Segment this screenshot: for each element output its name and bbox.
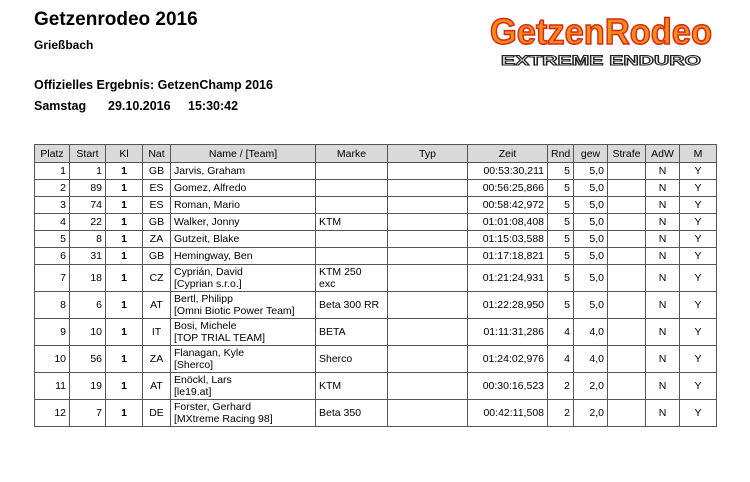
cell-start: 89 — [70, 180, 106, 197]
rider-name: Jarvis, Graham — [174, 165, 246, 177]
cell-typ — [388, 180, 468, 197]
cell-rnd: 5 — [548, 214, 574, 231]
cell-platz: 10 — [35, 346, 70, 373]
cell-marke — [316, 180, 388, 197]
cell-nat: AT — [143, 292, 171, 319]
cell-name-team — [171, 346, 316, 373]
cell-gew: 5,0 — [574, 180, 608, 197]
cell-name-team — [171, 248, 316, 265]
cell-rnd: 2 — [548, 400, 574, 427]
cell-zeit: 00:56:25,866 — [468, 180, 548, 197]
table-row — [35, 400, 717, 427]
cell-typ — [388, 231, 468, 248]
cell-nat: ES — [143, 197, 171, 214]
time-value: 15:30:42 — [188, 99, 239, 113]
cell-gew: 5,0 — [574, 292, 608, 319]
cell-m: Y — [680, 180, 717, 197]
cell-klasse: 1 — [106, 163, 143, 180]
col-header-nat: Nat — [143, 145, 171, 163]
cell-klasse: 1 — [106, 248, 143, 265]
marke-value: KTM — [319, 216, 342, 228]
marke-value-line2: exc — [319, 278, 336, 290]
cell-marke — [316, 231, 388, 248]
cell-marke — [316, 265, 388, 292]
cell-marke — [316, 400, 388, 427]
cell-nat: GB — [143, 214, 171, 231]
rider-name: Bosi, Michele — [174, 320, 237, 332]
col-header-m: M — [680, 145, 717, 163]
cell-platz: 7 — [35, 265, 70, 292]
cell-zeit: 01:01:08,408 — [468, 214, 548, 231]
cell-name-team — [171, 292, 316, 319]
cell-name-team — [171, 231, 316, 248]
cell-rnd: 2 — [548, 373, 574, 400]
cell-gew: 5,0 — [574, 163, 608, 180]
cell-strafe — [608, 373, 646, 400]
cell-nat: DE — [143, 400, 171, 427]
table-row — [35, 292, 717, 319]
result-title: Offizielles Ergebnis: GetzenChamp 2016 — [34, 78, 273, 92]
cell-marke — [316, 197, 388, 214]
cell-adw: N — [646, 248, 680, 265]
rider-name: Roman, Mario — [174, 199, 240, 211]
rider-team: [le19.at] — [174, 386, 212, 398]
cell-adw: N — [646, 231, 680, 248]
cell-typ — [388, 346, 468, 373]
cell-zeit: 01:15:03,588 — [468, 231, 548, 248]
cell-typ — [388, 319, 468, 346]
cell-nat: ZA — [143, 346, 171, 373]
cell-marke — [316, 373, 388, 400]
col-header-start: Start — [70, 145, 106, 163]
table-row — [35, 319, 717, 346]
cell-start: 6 — [70, 292, 106, 319]
cell-klasse: 1 — [106, 197, 143, 214]
cell-marke — [316, 163, 388, 180]
cell-name-team — [171, 319, 316, 346]
cell-start: 56 — [70, 346, 106, 373]
cell-typ — [388, 214, 468, 231]
rider-team: [Omni Biotic Power Team] — [174, 305, 295, 317]
cell-start: 31 — [70, 248, 106, 265]
cell-zeit: 00:30:16,523 — [468, 373, 548, 400]
col-header-name: Name / [Team] — [171, 145, 316, 163]
cell-platz: 12 — [35, 400, 70, 427]
cell-start: 7 — [70, 400, 106, 427]
cell-zeit: 00:42:11,508 — [468, 400, 548, 427]
cell-klasse: 1 — [106, 373, 143, 400]
cell-gew: 5,0 — [574, 265, 608, 292]
cell-klasse: 1 — [106, 400, 143, 427]
cell-strafe — [608, 180, 646, 197]
table-row — [35, 180, 717, 197]
cell-m: Y — [680, 319, 717, 346]
rider-name: Cyprián, David — [174, 266, 243, 278]
cell-strafe — [608, 214, 646, 231]
table-header-row — [35, 145, 717, 163]
cell-name-team — [171, 265, 316, 292]
marke-value: Beta 300 RR — [319, 299, 380, 311]
page-title: Getzenrodeo 2016 — [34, 9, 198, 30]
cell-name-team — [171, 180, 316, 197]
cell-adw: N — [646, 265, 680, 292]
cell-klasse: 1 — [106, 231, 143, 248]
cell-m: Y — [680, 400, 717, 427]
results-body — [35, 163, 717, 427]
cell-nat: GB — [143, 163, 171, 180]
cell-name-team — [171, 214, 316, 231]
col-header-typ: Typ — [388, 145, 468, 163]
cell-rnd: 5 — [548, 292, 574, 319]
cell-typ — [388, 163, 468, 180]
logo-sub-text: EXTREME ENDURO — [501, 53, 701, 68]
cell-strafe — [608, 248, 646, 265]
cell-zeit: 01:17:18,821 — [468, 248, 548, 265]
logo-main-text: GetzenRodeo — [490, 11, 712, 52]
cell-adw: N — [646, 180, 680, 197]
cell-strafe — [608, 292, 646, 319]
col-header-kl: Kl — [106, 145, 143, 163]
cell-zeit: 01:21:24,931 — [468, 265, 548, 292]
cell-platz: 8 — [35, 292, 70, 319]
rider-name: Enöckl, Lars — [174, 374, 232, 386]
table-row — [35, 346, 717, 373]
cell-gew: 2,0 — [574, 400, 608, 427]
cell-gew: 5,0 — [574, 197, 608, 214]
cell-start: 22 — [70, 214, 106, 231]
cell-adw: N — [646, 292, 680, 319]
cell-adw: N — [646, 319, 680, 346]
cell-strafe — [608, 400, 646, 427]
table-row — [35, 231, 717, 248]
cell-strafe — [608, 265, 646, 292]
cell-klasse: 1 — [106, 319, 143, 346]
cell-m: Y — [680, 346, 717, 373]
cell-start: 18 — [70, 265, 106, 292]
cell-nat: CZ — [143, 265, 171, 292]
cell-platz: 9 — [35, 319, 70, 346]
cell-zeit: 01:11:31,286 — [468, 319, 548, 346]
cell-klasse: 1 — [106, 346, 143, 373]
cell-start: 1 — [70, 163, 106, 180]
cell-rnd: 5 — [548, 163, 574, 180]
cell-strafe — [608, 231, 646, 248]
cell-klasse: 1 — [106, 180, 143, 197]
cell-adw: N — [646, 163, 680, 180]
cell-nat: GB — [143, 248, 171, 265]
cell-zeit: 01:24:02,976 — [468, 346, 548, 373]
cell-platz: 5 — [35, 231, 70, 248]
cell-typ — [388, 248, 468, 265]
cell-rnd: 5 — [548, 197, 574, 214]
cell-gew: 5,0 — [574, 231, 608, 248]
cell-m: Y — [680, 265, 717, 292]
cell-rnd: 5 — [548, 231, 574, 248]
cell-klasse: 1 — [106, 265, 143, 292]
cell-m: Y — [680, 248, 717, 265]
table-row — [35, 373, 717, 400]
rider-name: Gomez, Alfredo — [174, 182, 247, 194]
table-row — [35, 214, 717, 231]
cell-klasse: 1 — [106, 214, 143, 231]
cell-gew: 5,0 — [574, 248, 608, 265]
cell-nat: IT — [143, 319, 171, 346]
cell-nat: ES — [143, 180, 171, 197]
cell-platz: 11 — [35, 373, 70, 400]
cell-adw: N — [646, 373, 680, 400]
cell-start: 19 — [70, 373, 106, 400]
rider-name: Walker, Jonny — [174, 216, 240, 228]
cell-m: Y — [680, 197, 717, 214]
rider-name: Hemingway, Ben — [174, 250, 253, 262]
cell-rnd: 5 — [548, 265, 574, 292]
cell-platz: 3 — [35, 197, 70, 214]
cell-zeit: 00:53:30,211 — [468, 163, 548, 180]
cell-typ — [388, 265, 468, 292]
cell-rnd: 4 — [548, 346, 574, 373]
marke-value: KTM — [319, 380, 342, 392]
cell-name-team — [171, 163, 316, 180]
cell-name-team — [171, 197, 316, 214]
rider-team: [MXtreme Racing 98] — [174, 413, 273, 425]
col-header-strafe: Strafe — [608, 145, 646, 163]
cell-rnd: 4 — [548, 319, 574, 346]
col-header-adw: AdW — [646, 145, 680, 163]
col-header-platz: Platz — [35, 145, 70, 163]
cell-nat: ZA — [143, 231, 171, 248]
cell-zeit: 00:58:42,972 — [468, 197, 548, 214]
col-header-rnd: Rnd — [548, 145, 574, 163]
getzenrodeo-logo — [487, 6, 715, 72]
cell-adw: N — [646, 197, 680, 214]
cell-m: Y — [680, 292, 717, 319]
cell-start: 74 — [70, 197, 106, 214]
cell-adw: N — [646, 346, 680, 373]
cell-klasse: 1 — [106, 292, 143, 319]
cell-name-team — [171, 373, 316, 400]
cell-zeit: 01:22:28,950 — [468, 292, 548, 319]
cell-marke — [316, 214, 388, 231]
cell-rnd: 5 — [548, 180, 574, 197]
cell-name-team — [171, 400, 316, 427]
cell-m: Y — [680, 163, 717, 180]
cell-strafe — [608, 163, 646, 180]
cell-marke — [316, 248, 388, 265]
cell-platz: 2 — [35, 180, 70, 197]
cell-adw: N — [646, 400, 680, 427]
results-table — [34, 144, 717, 427]
col-header-zeit: Zeit — [468, 145, 548, 163]
rider-team: [Cyprian s.r.o.] — [174, 278, 242, 290]
table-row — [35, 248, 717, 265]
cell-start: 10 — [70, 319, 106, 346]
cell-typ — [388, 197, 468, 214]
rider-team: [TOP TRIAL TEAM] — [174, 332, 266, 344]
cell-platz: 4 — [35, 214, 70, 231]
date-value: 29.10.2016 — [108, 99, 171, 113]
marke-value: Sherco — [319, 353, 353, 365]
cell-m: Y — [680, 373, 717, 400]
cell-adw: N — [646, 214, 680, 231]
marke-value: KTM 250 — [319, 266, 362, 278]
cell-strafe — [608, 197, 646, 214]
rider-team: [Sherco] — [174, 359, 214, 371]
cell-platz: 1 — [35, 163, 70, 180]
marke-value: BETA — [319, 326, 346, 338]
cell-strafe — [608, 319, 646, 346]
cell-m: Y — [680, 214, 717, 231]
day-label: Samstag — [34, 99, 87, 113]
cell-marke — [316, 292, 388, 319]
cell-typ — [388, 292, 468, 319]
cell-marke — [316, 319, 388, 346]
rider-name: Flanagan, Kyle — [174, 347, 245, 359]
col-header-marke: Marke — [316, 145, 388, 163]
cell-rnd: 5 — [548, 248, 574, 265]
rider-name: Forster, Gerhard — [174, 401, 252, 413]
cell-gew: 4,0 — [574, 319, 608, 346]
cell-gew: 4,0 — [574, 346, 608, 373]
cell-gew: 5,0 — [574, 214, 608, 231]
cell-start: 8 — [70, 231, 106, 248]
cell-marke — [316, 346, 388, 373]
cell-typ — [388, 400, 468, 427]
cell-m: Y — [680, 231, 717, 248]
cell-platz: 6 — [35, 248, 70, 265]
table-row — [35, 163, 717, 180]
table-row — [35, 265, 717, 292]
cell-typ — [388, 373, 468, 400]
col-header-gew: gew — [574, 145, 608, 163]
date-line — [34, 99, 238, 113]
event-location: Grießbach — [34, 38, 94, 52]
cell-strafe — [608, 346, 646, 373]
table-row — [35, 197, 717, 214]
rider-name: Gutzeit, Blake — [174, 233, 240, 245]
cell-nat: AT — [143, 373, 171, 400]
cell-gew: 2,0 — [574, 373, 608, 400]
rider-name: Bertl, Philipp — [174, 293, 233, 305]
marke-value: Beta 350 — [319, 407, 362, 419]
